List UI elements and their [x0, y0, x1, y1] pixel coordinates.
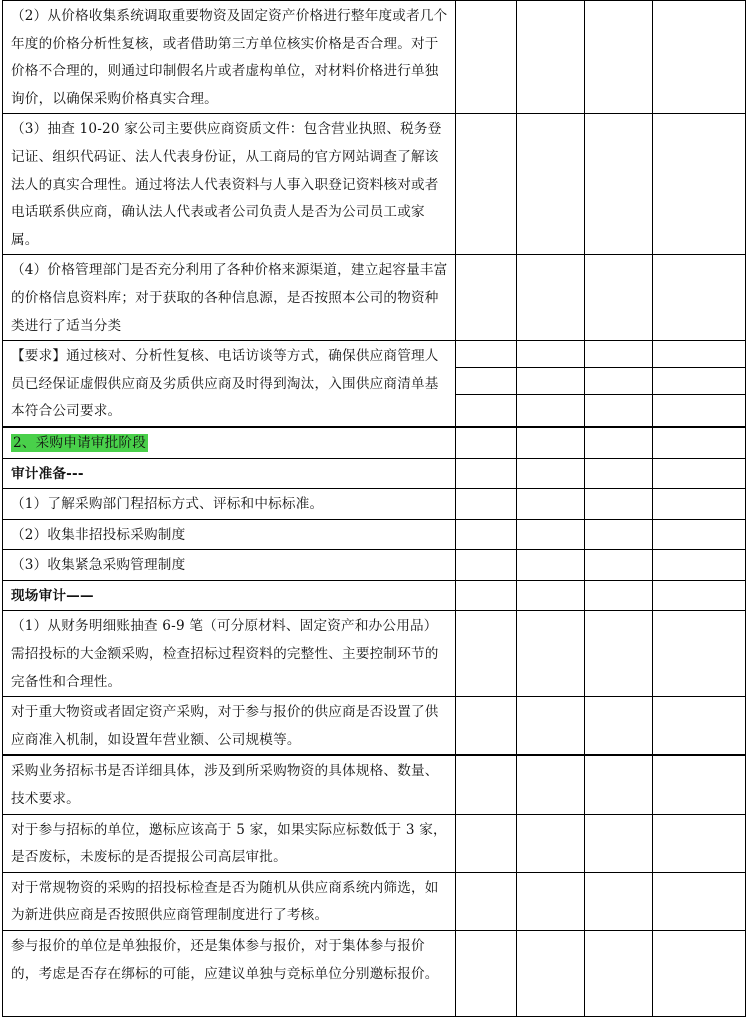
blank-cell[interactable] [456, 697, 517, 756]
blank-cell[interactable] [456, 611, 517, 697]
subheading-cell: 现场审计—— [3, 580, 456, 611]
blank-cell[interactable] [456, 489, 517, 520]
table-row [3, 872, 746, 930]
blank-cell[interactable] [653, 755, 746, 814]
blank-cell[interactable] [585, 427, 653, 458]
procedure-cell: 对于常规物资的采购的招投标检查是否为随机从供应商系统内筛选，如为新进供应商是否按照供应商管理制度进行了考核。 [3, 872, 456, 930]
blank-cell[interactable] [517, 1, 585, 114]
blank-cell[interactable] [585, 755, 653, 814]
blank-cell[interactable] [517, 872, 585, 930]
table-row [3, 427, 746, 458]
blank-cell[interactable] [517, 341, 585, 427]
blank-cell[interactable] [653, 1, 746, 114]
blank-cell[interactable] [517, 755, 585, 814]
blank-cell[interactable] [585, 580, 653, 611]
procedure-cell: 采购业务招标书是否详细具体，涉及到所采购物资的具体规格、数量、技术要求。 [3, 755, 456, 814]
blank-cell[interactable] [456, 755, 517, 814]
procedure-cell: （4）价格管理部门是否充分利用了各种价格来源渠道，建立起容量丰富的价格信息资料库；对于获取的各种信息源，是否按照本公司的物资种类进行了适当分类 [3, 255, 456, 341]
blank-cell[interactable] [653, 341, 746, 427]
blank-cell[interactable] [517, 814, 585, 872]
blank-cell[interactable] [456, 458, 517, 489]
procedure-cell: 参与报价的单位是单独报价，还是集体参与报价，对于集体参与报价的，考虑是否存在绑标的可能，应建议单独与竞标单位分别邀标报价。 [3, 931, 456, 1017]
blank-cell[interactable] [585, 255, 653, 341]
blank-cell[interactable] [585, 550, 653, 581]
procedure-cell: 对于参与招标的单位，邀标应该高于 5 家，如果实际应标数低于 3 家，是否废标，未废标的是否提报公司高层审批。 [3, 814, 456, 872]
blank-cell[interactable] [585, 611, 653, 697]
blank-cell[interactable] [585, 697, 653, 756]
table-row [3, 341, 746, 427]
blank-cell[interactable] [653, 489, 746, 520]
blank-cell[interactable] [517, 458, 585, 489]
table-row [3, 931, 746, 1017]
blank-cell[interactable] [653, 458, 746, 489]
blank-cell[interactable] [585, 872, 653, 930]
table-row [3, 697, 746, 756]
blank-cell[interactable] [653, 519, 746, 550]
blank-cell[interactable] [517, 931, 585, 1017]
table-row [3, 550, 746, 581]
table-row [3, 519, 746, 550]
procedure-cell: （3）收集紧急采购管理制度 [3, 550, 456, 581]
procedure-cell: （1）了解采购部门程招标方式、评标和中标标准。 [3, 489, 456, 520]
blank-cell[interactable] [585, 458, 653, 489]
blank-cell[interactable] [585, 1, 653, 114]
blank-cell[interactable] [456, 255, 517, 341]
blank-cell[interactable] [456, 427, 517, 458]
blank-cell[interactable] [456, 519, 517, 550]
blank-cell[interactable] [456, 814, 517, 872]
blank-cell[interactable] [585, 814, 653, 872]
blank-cell[interactable] [456, 114, 517, 255]
table-row [3, 580, 746, 611]
blank-cell[interactable] [653, 427, 746, 458]
section-heading: 2、采购申请审批阶段 [13, 434, 146, 451]
blank-cell[interactable] [653, 872, 746, 930]
table-row [3, 814, 746, 872]
blank-cell[interactable] [517, 550, 585, 581]
section-heading-cell [3, 427, 456, 458]
table-row [3, 489, 746, 520]
procedure-cell: （3）抽查 10-20 家公司主要供应商资质文件：包含营业执照、税务登记证、组织代码证、法人代表身份证，从工商局的官方网站调查了解该法人的真实合理性。通过将法人代表资料与人事入职登记资料核对或者电话联系供应商，确认法人代表或者公司负责人是否为公司员工或家属。 [3, 114, 456, 255]
blank-cell[interactable] [585, 931, 653, 1017]
blank-cell[interactable] [456, 341, 517, 427]
blank-cell[interactable] [517, 611, 585, 697]
table-row [3, 1, 746, 114]
blank-cell[interactable] [517, 580, 585, 611]
blank-cell[interactable] [456, 1, 517, 114]
blank-cell[interactable] [585, 519, 653, 550]
blank-cell[interactable] [585, 114, 653, 255]
blank-cell[interactable] [653, 931, 746, 1017]
table-row [3, 255, 746, 341]
subheading-cell: 审计准备--- [3, 458, 456, 489]
procedure-cell: （2）从价格收集系统调取重要物资及固定资产价格进行整年度或者几个年度的价格分析性复核，或者借助第三方单位核实价格是否合理。对于价格不合理的，则通过印制假名片或者虚构单位，对材料价格进行单独询价，以确保采购价格真实合理。 [3, 1, 456, 114]
procedure-cell: （2）收集非招投标采购制度 [3, 519, 456, 550]
blank-cell[interactable] [653, 114, 746, 255]
blank-cell[interactable] [456, 931, 517, 1017]
blank-cell[interactable] [517, 489, 585, 520]
table-row [3, 458, 746, 489]
blank-cell[interactable] [456, 580, 517, 611]
blank-cell[interactable] [585, 341, 653, 427]
procedure-cell: 对于重大物资或者固定资产采购，对于参与报价的供应商是否设置了供应商准入机制，如设置年营业额、公司规模等。 [3, 697, 456, 756]
blank-cell[interactable] [653, 580, 746, 611]
blank-cell[interactable] [517, 427, 585, 458]
blank-cell[interactable] [517, 697, 585, 756]
blank-cell[interactable] [653, 697, 746, 756]
blank-cell[interactable] [653, 611, 746, 697]
blank-cell[interactable] [653, 814, 746, 872]
blank-cell[interactable] [517, 519, 585, 550]
blank-cell[interactable] [456, 872, 517, 930]
audit-procedure-table [2, 0, 746, 1017]
procedure-cell: （1）从财务明细账抽查 6-9 笔（可分原材料、固定资产和办公用品）需招投标的大金额采购，检查招标过程资料的完整性、主要控制环节的完备性和合理性。 [3, 611, 456, 697]
blank-cell[interactable] [653, 550, 746, 581]
blank-cell[interactable] [585, 489, 653, 520]
blank-cell[interactable] [456, 550, 517, 581]
blank-cell[interactable] [517, 255, 585, 341]
blank-cell[interactable] [653, 255, 746, 341]
blank-cell[interactable] [517, 114, 585, 255]
table-row [3, 611, 746, 697]
requirement-cell: 【要求】通过核对、分析性复核、电话访谈等方式，确保供应商管理人员已经保证虚假供应商及劣质供应商及时得到淘汰，入围供应商清单基本符合公司要求。 [3, 341, 456, 427]
table-row [3, 114, 746, 255]
table-row [3, 755, 746, 814]
